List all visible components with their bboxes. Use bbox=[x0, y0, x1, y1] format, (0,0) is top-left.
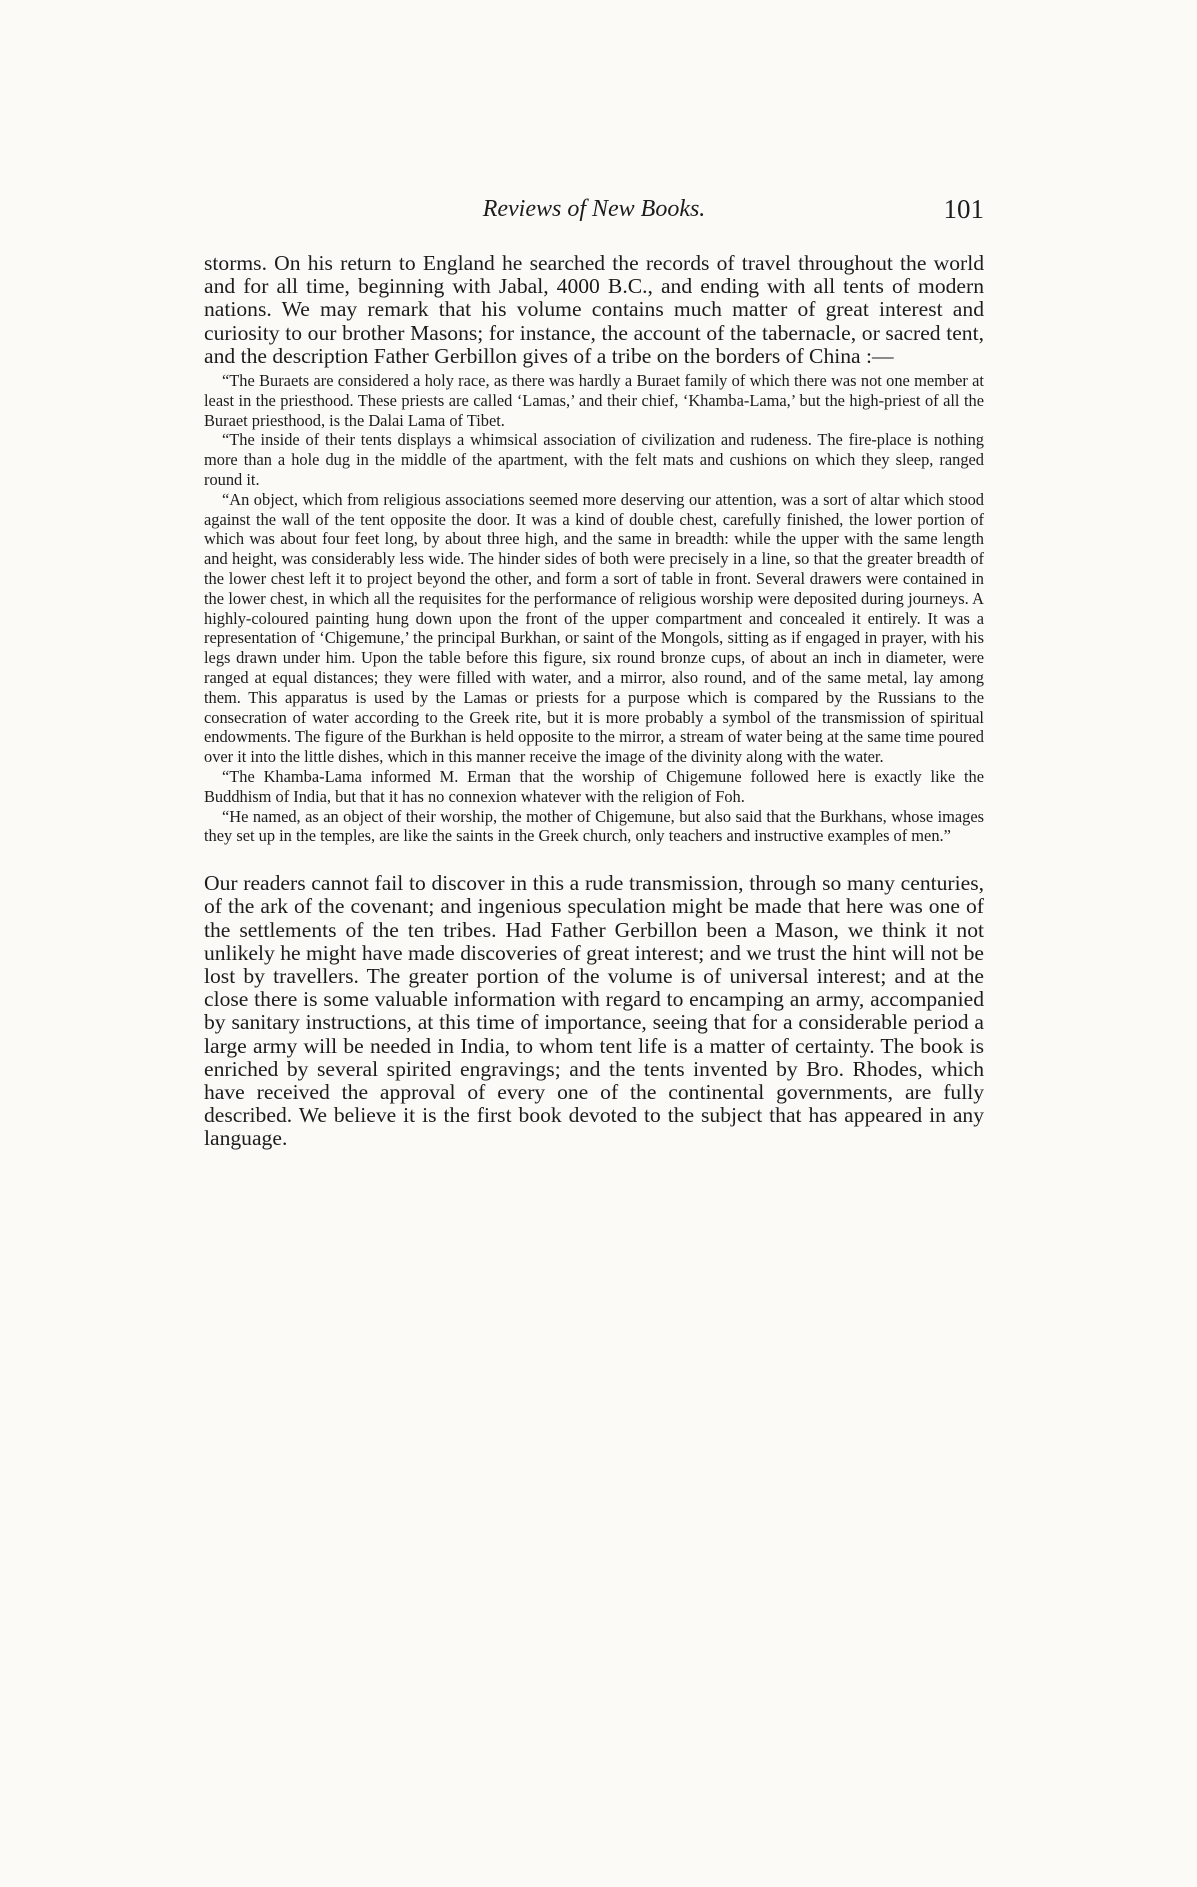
quote-paragraph-burkhans: “He named, as an object of their worship, the mother of Chigemune, but also said that the Burkhans, whose images they set up in the temples, are like the saints in the Greek church, only teachers and instructive examples of men.” bbox=[204, 806, 984, 846]
quotation-block bbox=[204, 371, 984, 846]
page-number: 101 bbox=[943, 194, 984, 224]
running-head bbox=[204, 196, 984, 252]
book-page bbox=[204, 196, 984, 1151]
closing-paragraph: Our readers cannot fail to discover in this a rude transmission, through so many centuries, of the ark of the covenant; and ingenious speculation might be made that here was one of the settlements of the ten tribes. Had Father Gerbillon been a Mason, we think it not unlikely he might have made discoveries of great interest; and we trust the hint will not be lost by travellers. The greater portion of the volume is of universal interest; and at the close there is some valuable information with regard to encamping an army, accompanied by sanitary instructions, at this time of importance, seeing that for a considerable period a large army will be needed in India, to whom tent life is a matter of certainty. The book is enriched by several spirited engravings; and the tents invented by Bro. Rhodes, which have received the approval of every one of the continental governments, are fully described. We believe it is the first book devoted to the subject that has appeared in any language. bbox=[204, 871, 984, 1151]
quote-paragraph-tents: “The inside of their tents displays a whimsical association of civilization and rudeness. The fire-place is nothing more than a hole dug in the middle of the apartment, with the felt mats and cushions on which they sleep, ranged round it. bbox=[204, 430, 984, 489]
quote-paragraph-worship: “The Khamba-Lama informed M. Erman that the worship of Chigemune followed here is exactly like the Buddhism of India, but that it has no connexion whatever with the religion of Foh. bbox=[204, 766, 984, 806]
running-title: Reviews of New Books. bbox=[482, 196, 706, 222]
quote-paragraph-altar: “An object, which from religious associations seemed more deserving our attention, was a sort of altar which stood against the wall of the tent opposite the door. It was a kind of double chest, carefully finished, the lower portion of which was about four feet long, by about three high, and the same in breadth: while the upper with the same length and height, was considerably less wide. The hinder sides of both were precisely in a line, so that the greater breadth of the lower chest left it to project beyond the other, and form a sort of table in front. Several drawers were contained in the lower chest, in which all the requisites for the performance of religious worship were deposited during journeys. A highly-coloured painting hung down upon the front of the upper compartment and concealed it entirely. It was a representation of ‘Chigemune,’ the principal Burkhan, or saint of the Mongols, sitting as if engaged in prayer, with his legs drawn under him. Upon the table before this figure, six round bronze cups, of about an inch in diameter, were ranged at equal distances; they were filled with water, and a mirror, also round, and of the same metal, lay among them. This apparatus is used by the Lamas or priests for a purpose which is compared by the Russians to the consecration of water according to the Greek rite, but it is more probably a symbol of the transmission of spiritual endowments. The figure of the Burkhan is held opposite to the mirror, a stream of water being at the same time poured over it into the little dishes, which in this manner receive the image of the divinity along with the water. bbox=[204, 489, 984, 767]
intro-paragraph: storms. On his return to England he searched the records of travel throughout the world and for all time, beginning with Jabal, 4000 B.C., and ending with all tents of modern nations. We may remark that his volume contains much matter of great interest and curiosity to our brother Masons; for instance, the account of the tabernacle, or sacred tent, and the description Father Gerbillon gives of a tribe on the borders of China :— bbox=[204, 251, 984, 368]
quote-paragraph-buraets: “The Buraets are considered a holy race, as there was hardly a Buraet family of which there was not one member at least in the priesthood. These priests are called ‘Lamas,’ and their chief, ‘Khamba-Lama,’ but the high-priest of all the Buraet priesthood, is the Dalai Lama of Tibet. bbox=[204, 371, 984, 430]
